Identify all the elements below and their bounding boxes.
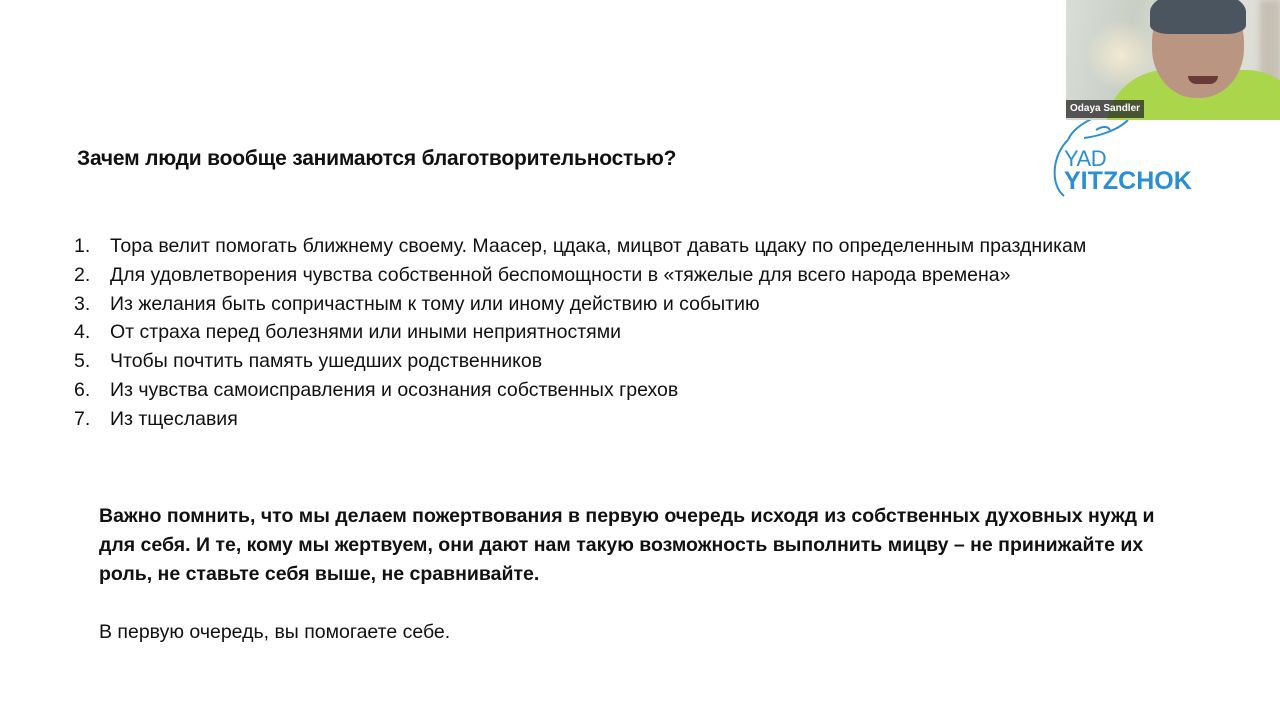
list-item xyxy=(74,347,1154,376)
closing-note: В первую очередь, вы помогаете себе. xyxy=(99,621,451,643)
list-text: Из желания быть сопричастным к тому или иному действию и событию xyxy=(110,292,760,315)
participant-video-tile[interactable] xyxy=(1066,0,1280,120)
list-text: Чтобы почтить память ушедших родственников xyxy=(110,350,543,373)
list-text: От страха перед болезнями или иными неприятностями xyxy=(110,321,622,344)
list-item xyxy=(74,376,1154,405)
list-item xyxy=(74,405,1154,434)
logo-text-yad: YAD xyxy=(1064,146,1107,171)
list-text: Из чувства самоисправления и осознания собственных грехов xyxy=(110,378,679,401)
list-number: 2. xyxy=(74,263,91,286)
list-number: 6. xyxy=(74,378,91,401)
list-number: 4. xyxy=(74,321,91,344)
list-number: 5. xyxy=(74,350,91,373)
list-item xyxy=(74,261,1154,290)
list-item xyxy=(74,290,1154,319)
list-text: Из тщеславия xyxy=(110,407,238,430)
participant-mouth xyxy=(1188,76,1218,84)
logo-text-yitzchok: YITZCHOK xyxy=(1064,167,1192,195)
list-item xyxy=(74,232,1154,261)
reasons-list xyxy=(74,232,1154,434)
list-number: 3. xyxy=(74,292,91,315)
important-note: Важно помнить, что мы делаем пожертвования в первую очередь исходя из собственных духовных нужд и для себя. И те, кому мы жертвуем, они дают нам такую возможность выполнить мицву – не принижайте их роль, не ставьте себя выше, не сравнивайте. xyxy=(99,505,1155,585)
list-text: Для удовлетворения чувства собственной беспомощности в «тяжелые для всего народа времена» xyxy=(110,263,1011,286)
list-item xyxy=(74,318,1154,347)
list-number: 1. xyxy=(74,235,91,257)
participant-name-tag: Odaya Sandler xyxy=(1066,100,1144,118)
list-number: 7. xyxy=(74,407,91,430)
participant-hair xyxy=(1150,0,1246,34)
slide-title: Зачем люди вообще занимаются благотворительностью? xyxy=(77,147,677,170)
list-text: Тора велит помогать ближнему своему. Маасер, цдака, мицвот давать цдаку по определенным праздникам xyxy=(110,235,1087,257)
